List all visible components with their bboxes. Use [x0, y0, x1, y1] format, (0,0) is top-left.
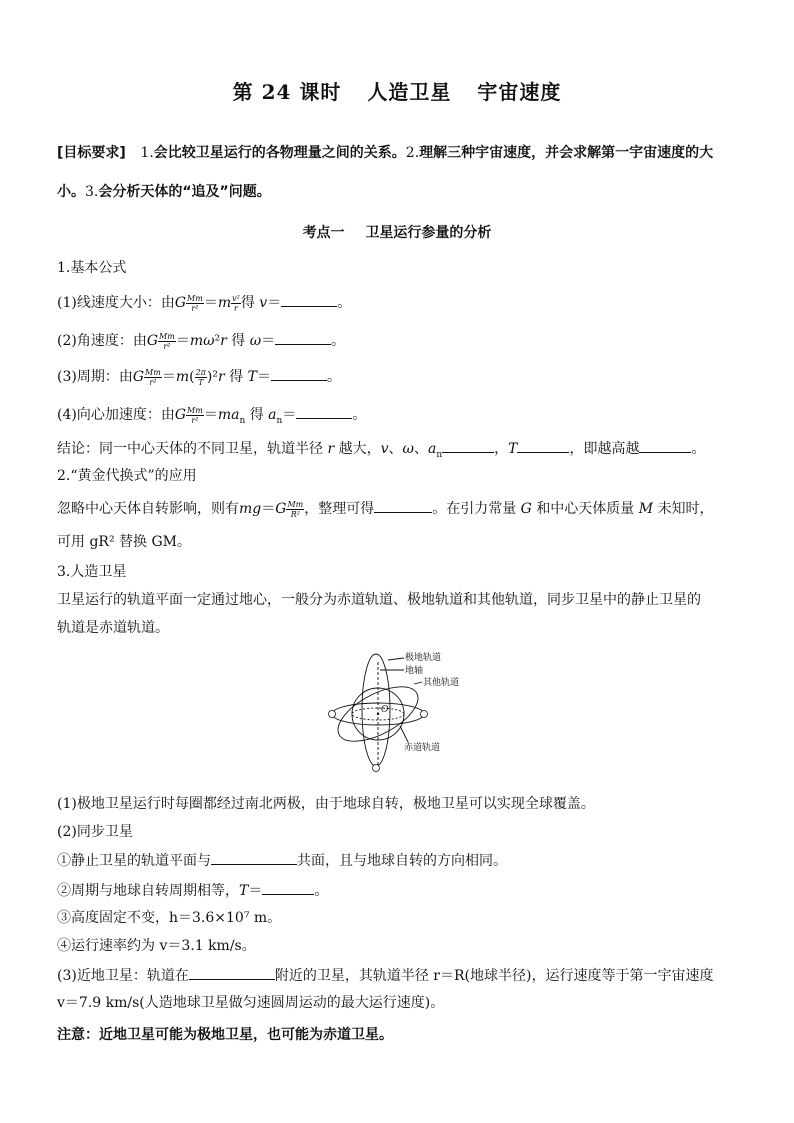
- label-other-orbit: 其他轨道: [423, 678, 460, 688]
- lesson-topic-1: 人造卫星: [367, 80, 452, 104]
- objectives: [57, 143, 747, 163]
- objective-number-1: 1.: [140, 145, 154, 161]
- satellite-dot: [329, 711, 336, 718]
- section-label: 考点一: [302, 225, 345, 241]
- orbit-diagram: [318, 648, 478, 778]
- golden-line-1: 忽略中心天体自转影响，则有mg＝G $\frac{Mm}{\text{R²}}$ ，整理可得 。在引力常量 G 和中心天体质量 M 未知时，: [57, 499, 714, 519]
- satellite-dot: [373, 765, 380, 772]
- label-polar-orbit: 极地轨道: [405, 653, 442, 663]
- answer-blank[interactable]: [639, 438, 691, 453]
- fraction: $\frac{Mm}{\text{r²}}$: [145, 367, 161, 387]
- objective-2-cont: 小。: [57, 184, 85, 200]
- artificial-para-2: 轨道是赤道轨道。: [57, 620, 169, 636]
- fraction: $\frac{Mm}{\text{R²}}$: [287, 499, 304, 519]
- basic-heading: 1.基本公式: [57, 260, 127, 276]
- answer-blank[interactable]: [442, 438, 494, 453]
- sync-item-4: ④运行速率约为 v＝3.1 km/s。: [57, 938, 256, 954]
- conclusion: 结论：同一中心天体的不同卫星，轨道半径 r 越大，v、ω、$a_n$ ，T ，即越高越 。: [57, 438, 757, 465]
- sync-item-1: ①静止卫星的轨道平面与 共面，且与地球自转的方向相同。: [57, 850, 757, 871]
- formula-linear-velocity: (1)线速度大小：由G $\frac{Mm}{\text{r²}}$ ＝m $\frac{\text{v²}}{r}$ 得 v＝ 。: [57, 293, 352, 313]
- formula-angular-velocity: (2)角速度：由G $\frac{Mm}{\text{r²}}$ ＝mω²r 得 ω＝ 。: [57, 331, 346, 351]
- artificial-para-1: 卫星运行的轨道平面一定通过地心，一般分为赤道轨道、极地轨道和其他轨道，同步卫星中的静止卫星的: [57, 592, 701, 608]
- answer-blank[interactable]: [271, 366, 327, 381]
- objectives-label: [目标要求]: [57, 145, 126, 161]
- fraction: $\frac{Mm}{\text{r²}}$: [159, 331, 175, 351]
- objective-number-2: 2.: [405, 145, 420, 161]
- golden-line-2: 可用 gR² 替换 GM。: [57, 534, 191, 550]
- answer-blank[interactable]: [275, 330, 331, 345]
- satellite-dot: [421, 711, 428, 718]
- answer-blank[interactable]: [296, 404, 352, 419]
- section-title: 卫星运行参量的分析: [365, 225, 492, 241]
- answer-blank[interactable]: [189, 965, 275, 980]
- label-equatorial-orbit: 赤道轨道: [404, 743, 441, 753]
- answer-blank[interactable]: [211, 850, 297, 865]
- artificial-heading: 3.人造卫星: [57, 564, 127, 580]
- objective-2: 理解三种宇宙速度，并会求解第一宇宙速度的大: [419, 145, 714, 161]
- sync-heading: (2)同步卫星: [57, 824, 133, 840]
- answer-blank[interactable]: [517, 438, 569, 453]
- objective-3: 会分析天体的“追及”问题。: [98, 184, 271, 200]
- fraction: $\frac{Mm}{\text{r²}}$: [187, 293, 203, 313]
- objective-1: 会比较卫星运行的各物理量之间的关系。: [153, 145, 406, 161]
- label-earth-axis: 地轴: [405, 666, 424, 676]
- sync-item-2: ②周期与地球自转周期相等，T＝ 。: [57, 880, 757, 901]
- answer-blank[interactable]: [262, 880, 314, 895]
- lesson-number: 第 24 课时: [232, 80, 342, 104]
- fraction: $\frac{\text{v²}}{r}$: [232, 293, 240, 313]
- bold-note: 注意：近地卫星可能为极地卫星，也可能为赤道卫星。: [57, 1027, 393, 1043]
- objective-number-3: 3.: [85, 184, 99, 200]
- polar-satellite-note: (1)极地卫星运行时每圈都经过南北两极，由于地球自转，极地卫星可以实现全球覆盖。: [57, 796, 595, 812]
- answer-blank[interactable]: [281, 292, 337, 307]
- lesson-topic-2: 宇宙速度: [477, 80, 562, 104]
- golden-heading: 2.“黄金代换式”的应用: [57, 468, 197, 484]
- formula-acceleration: (4)向心加速度：由G $\frac{Mm}{\text{r²}}$ $=ma_n$ 得 $a_n=$ 。: [57, 405, 367, 426]
- answer-blank[interactable]: [374, 498, 432, 513]
- objectives-cont: [57, 182, 747, 202]
- fraction: $\frac{Mm}{\text{r²}}$: [187, 405, 203, 425]
- near-earth-line-1: (3)近地卫星：轨道在 附近的卫星，其轨道半径 r＝R(地球半径)，运行速度等于第一宇宙速度: [57, 965, 757, 986]
- formula-period: (3)周期：由G $\frac{Mm}{\text{r²}}$ ＝m( $\frac{2\pi}{T}$ )²r 得 T＝ 。: [57, 367, 341, 387]
- sync-item-3: ③高度固定不变，h＝3.6×10⁷ m。: [57, 910, 282, 926]
- near-earth-line-2: v＝7.9 km/s(人造地球卫星做匀速圆周运动的最大运行速度)。: [57, 995, 445, 1011]
- section-heading: [0, 222, 794, 242]
- page-title: [0, 76, 794, 105]
- label-center: O: [381, 705, 389, 715]
- fraction: $\frac{2\pi}{T}$: [195, 367, 206, 387]
